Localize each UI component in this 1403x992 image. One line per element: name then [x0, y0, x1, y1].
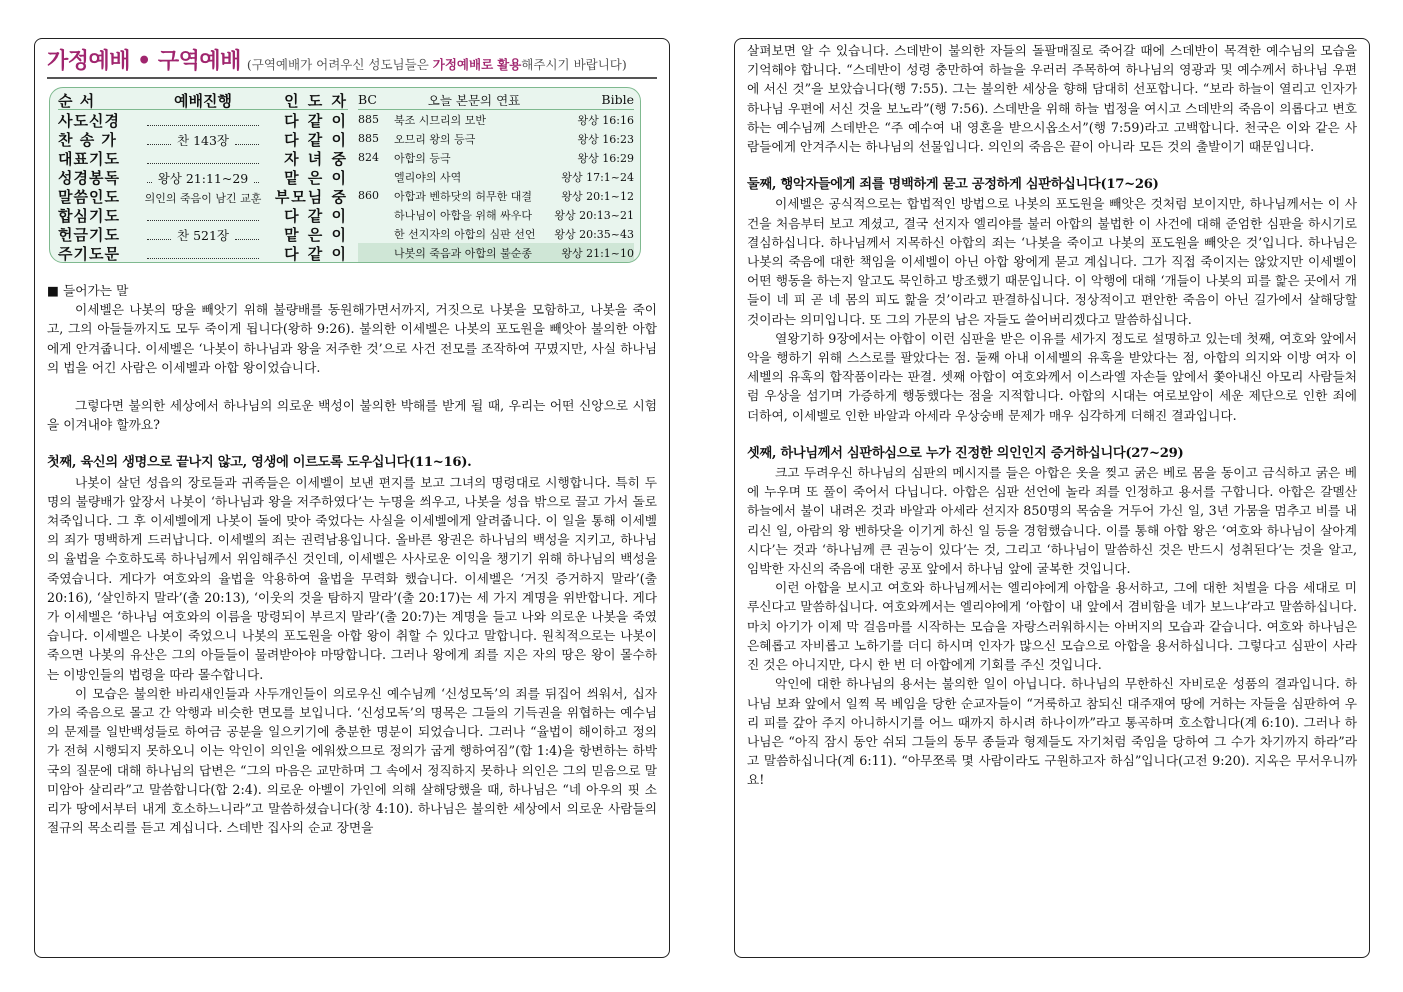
worship-schedule-box [49, 87, 641, 263]
order-row: 합심기도 다 같 이 [58, 207, 348, 225]
chronology-row: 860 아합과 벤하닷의 허무한 대결 왕상 20:1~12 [358, 189, 634, 203]
right-page [734, 38, 1370, 958]
order-row: 말씀인도 의인의 죽음이 남긴 교훈 부모님 중 [58, 188, 348, 206]
paragraph: 이 모습은 불의한 바리새인들과 사두개인들이 의로우신 예수님께 ‘신성모독’의 죄를 뒤집어 씌워서, 십자가의 죽음으로 몰고 간 악행과 비슷한 면모를 보입니다. ‘신성모독’의 명목은 그들의 기득권을 위협하는 예수님의 문제를 일반백성들로 하여금 공분을 일으키기에 충분한 명분이 되었습니다. 그러나 “율법이 해이하고 정의가 전혀 시행되지 못하오니 이는 악인이 의인을 에워쌌으므로 정의가 굽게 행하여짐”(합 1:4)을 항변하는 하박국의 질문에 대해 하나님의 답변은 “그의 마음은 교만하며 그 속에서 정직하지 못하나 의인은 그의 믿음으로 말미암아 살리라”고 말씀합니다(합 2:4). 의로운 아벨이 가인에 의해 살해당했을 때, 하나님은 “네 아우의 핏 소리가 땅에서부터 내게 호소하느니라”고 말씀하셨습니다(창 4:10). 하나님은 불의한 세상에서 의로운 사람들의 절규의 목소리를 듣고 계십니다. 스데반 집사의 순교 장면을 [47, 685, 657, 836]
intro-heading: ■ 들어가는 말 [47, 283, 129, 298]
paragraph: 이세벨은 나봇의 땅을 빼앗기 위해 불량배를 동원해가면서까지, 거짓으로 나봇을 모함하고, 나봇을 죽이고, 그의 아들들까지도 모두 죽이게 됩니다(왕하 9:26). 불의한 이세벨은 나봇의 포도원을 빼앗아 불의한 아합에게 안겨줍니다. 이세벨은 ‘나봇이 하나님과 왕을 저주한 것’으로 사건 전모를 조작하여 꾸몄지만, 사실 하나님의 법을 어긴 사람은 이세벨과 아합 왕이었습니다. [47, 302, 657, 375]
order-of-service [50, 88, 352, 262]
paragraph: 크고 두려우신 하나님의 심판의 메시지를 들은 아합은 옷을 찢고 굵은 베로 몸을 동이고 금식하고 굵은 베에 누우며 또 풀이 죽어서 다닙니다. 아합은 심판 선언에 놀라 죄를 인정하고 용서를 구합니다. 아합은 갈멜산 하늘에서 불이 내려온 것과 바알과 아세라 선지자 850명의 목숨을 거두어 가신 일, 3년 가뭄을 멈추고 비를 내리신 일, 아람의 왕 벤하닷을 이기게 하신 일 등을 경험했습니다. 이를 통해 아합 왕은 ‘여호와 하나님이 살아계시다’는 것과 ‘하나님께 큰 권능이 있다’는 것, 그리고 ‘하나님이 말씀하신 것은 반드시 성취된다’는 것을 알고, 임박한 자신의 죽음에 대한 공포 앞에서 하나님 앞에 굴복한 것입니다. [747, 465, 1357, 577]
chronology-row: 885 오므리 왕의 등극 왕상 16:23 [358, 132, 634, 146]
paragraph: 살펴보면 알 수 있습니다. 스데반이 불의한 자들의 돌팔매질로 죽어갈 때에 스데반이 목격한 예수님의 모습을 기억해야 합니다. “스데반이 성령 충만하여 하늘을 우러러 주목하여 하나님의 영광과 및 예수께서 하나님 우편에 서신 것”을 보았습니다(행 7:55). 그는 불의한 세상을 향해 담대히 선포합니다. “보라 하늘이 열리고 인자가 하나님 우편에 서신 것을 보노라”(행 7:56). 스데반을 위해 하늘 법정을 여시고 스데반의 죽음이 의롭다고 변호하는 예수님께 스데반은 “주 예수여 내 영혼을 받으시옵소서”(행 7:59)라고 고백합니다. 천국은 이와 같은 사람들에게 안겨주시는 하나님의 선물입니다. 의인의 죽음은 끝이 아니라 모든 것의 출발이기 때문입니다. [747, 43, 1357, 155]
left-page [34, 38, 670, 958]
order-row: 찬 송 가 찬 143장 다 같 이 [58, 131, 349, 149]
chronology-header-row: BC 오늘 본문의 연표 Bible [358, 90, 634, 110]
chronology-row: 885 북조 시므리의 모반 왕상 16:16 [358, 113, 634, 127]
section-heading-1: 첫째, 육신의 생명으로 끝나지 않고, 영생에 이르도록 도우십니다(11~16). [47, 455, 472, 471]
order-row: 대표기도 자 녀 중 [58, 150, 348, 168]
paragraph: 악인에 대한 하나님의 용서는 불의한 일이 아닙니다. 하나님의 무한하신 자비로운 성품의 결과입니다. 하나님 보좌 앞에서 일찍 목 베임을 당한 순교자들이 “거룩하고 참되신 대주재여 땅에 거하는 자들을 심판하여 우리 피를 갚아 주지 아니하시기를 어느 때까지 하시려 하나이까”라고 통곡하며 호소합니다(계 6:10). 그러나 하나님은 “아직 잠시 동안 쉬되 그들의 동무 종들과 형제들도 자기처럼 죽임을 당하여 그 수가 차기까지 하라”라고 말씀하십니다(계 6:11). “아무쪼록 몇 사람이라도 구원하고자 하심”입니다(고전 9:20). 지옥은 무서우니까요! [747, 676, 1357, 788]
worship-header [47, 47, 657, 79]
chronology-row: 엘리야의 사역 왕상 17:1~24 [394, 170, 634, 184]
header-note: (구역예배가 어려우신 성도님들은 가정예배로 활용해주시기 바랍니다) [246, 57, 627, 72]
paragraph: 이세벨은 공식적으로는 합법적인 방법으로 나봇의 포도원을 빼앗은 것처럼 보이지만, 하나님께서는 이 사건을 처음부터 보고 계셨고, 결국 선지자 엘리야를 불러 아합의 불법한 이 사건에 대해 준엄한 심판을 하시기로 결심하십니다. 하나님께서 지목하신 아합의 죄는 ‘나봇을 죽이고 나봇의 포도원을 빼앗은 것’입니다. 하나님은 나봇의 죽음에 대한 책임을 이세벨이 아닌 아합 왕에게 묻고 계십니다. 그가 직접 죽이지는 않았지만 이세벨이 어떤 행동을 하는지 알고도 묵인하고 방조했기 때문입니다. 이 악행에 대해 ‘개들이 나봇의 피를 핥은 곳에서 개들이 네 피 곧 네 몸의 피도 핥을 것’이라고 판결하십니다. 정상적이고 편안한 죽음이 아닌 길가에서 살해당할 것이라는 의미입니다. 또 그의 가문의 남은 자들도 쓸어버리겠다고 말씀하십니다. [747, 196, 1357, 327]
left-body-text [35, 281, 669, 837]
right-body-text [735, 41, 1369, 790]
section-heading-2: 둘째, 행악자들에게 죄를 명백하게 묻고 공정하게 심판하십니다(17~26) [747, 177, 1159, 193]
chronology-row: 한 선지자의 아합의 심판 선언 왕상 20:35~43 [394, 227, 634, 241]
order-row: 사도신경 다 같 이 [58, 112, 348, 130]
page-title: 가정예배 • 구역예배 [47, 48, 241, 74]
order-row: 성경봉독 왕상 21:11~29 맡 은 이 [58, 169, 348, 187]
paragraph: 그렇다면 불의한 세상에서 하나님의 의로운 백성이 불의한 박해를 받게 될 때, 우리는 어떤 신앙으로 시험을 이겨내야 할까요? [47, 398, 657, 433]
chronology-row-current: 나봇의 죽음과 아합의 불순종 왕상 21:1~10 [358, 243, 634, 262]
order-row: 주기도문 다 같 이 [58, 245, 348, 263]
paragraph: 이런 아합을 보시고 여호와 하나님께서는 엘리야에게 아합을 용서하고, 그에 대한 처벌을 다음 세대로 미루신다고 말씀하십니다. 여호와께서는 엘리야에게 ‘아합이 내 앞에서 겸비함을 네가 보느냐’라고 말씀하십니다. 마치 아기가 이제 막 걸음마를 시작하는 모습을 자랑스러워하시는 아버지의 모습과 같습니다. 여호와 하나님은 은혜롭고 자비롭고 노하기를 더디 하시며 인자가 많으신 모습으로 아합을 용서하십니다. 그렇다고 심판이 사라진 것은 아니지만, 다시 한 번 더 아합에게 기회를 주신 것입니다. [747, 580, 1357, 673]
chronology-row: 하나님이 아합을 위해 싸우다 왕상 20:13~21 [394, 208, 634, 222]
order-header-row: 순 서 예배진행 인 도 자 [58, 92, 348, 110]
chronology-table [352, 88, 640, 262]
chronology-row: 824 아합의 등극 왕상 16:29 [358, 151, 634, 165]
section-heading-3: 셋째, 하나님께서 심판하심으로 누가 진정한 의인인지 증거하십니다(27~29) [747, 445, 1184, 461]
paragraph: 열왕기하 9장에서는 아합이 이런 심판을 받은 이유를 세가지 정도로 설명하고 있는데 첫째, 여호와 앞에서 악을 행하기 위해 스스로를 팔았다는 점. 둘째 아내 이세벨의 유혹을 받았다는 점, 아합의 의지와 이방 여자 이세벨의 유혹의 합작품이라는 판결. 셋째 아합이 여호와께서 이스라엘 자손들 앞에서 쫓아내신 아모리 사람들처럼 우상을 섬기며 가증하게 행동했다는 점을 지적합니다. 아합의 시대는 여로보암이 세운 제단으로 인한 죄에 더하여, 이세벨로 인한 바알과 아세라 우상숭배 문제가 매우 심각하게 더해진 결과입니다. [747, 330, 1357, 423]
paragraph: 나봇이 살던 성읍의 장로들과 귀족들은 이세벨이 보낸 편지를 보고 그녀의 명령대로 시행합니다. 특히 두 명의 불량배가 앞장서 나봇이 ‘하나님과 왕을 저주하였다’는 누명을 씌우고, 나봇을 성읍 밖으로 끌고 가서 돌로 쳐죽입니다. 그 후 이세벨에게 나봇이 돌에 맞아 죽었다는 사실을 이세벨에게 알려줍니다. 이 일을 통해 이세벨의 죄가 명백하게 드러납니다. 이세벨의 죄는 권력남용입니다. 올바른 왕권은 하나님의 백성을 지키고, 하나님의 율법을 수호하도록 하나님께서 위임해주신 것인데, 이세벨은 사사로운 이익을 챙기기 위해 하나님의 백성을 죽였습니다. 게다가 여호와의 율법을 악용하여 율법을 무력화 했습니다. 이세벨은 ‘거짓 증거하지 말라’(출 20:16), ‘살인하지 말라’(출 20:13), ‘이웃의 것을 탐하지 말라’(출 20:17)는 세 가지 계명을 위반합니다. 게다가 이세벨은 ‘하나님 여호와의 이름을 망령되이 부르지 말라’(출 20:7)는 계명을 들고 나와 의로운 나봇을 죽였습니다. 이세벨은 나봇이 죽었으니 나봇의 포도원을 아합 왕이 취할 수 있다고 말합니다. 원칙적으로는 나봇이 죽으면 나봇의 유산은 그의 아들들이 물려받아야 마땅합니다. 그러나 왕에게 죄를 지은 자의 땅은 왕이 몰수하는 이방인들의 법령을 따라 몰수합니다. [47, 474, 657, 682]
order-row: 헌금기도 찬 521장 맡 은 이 [58, 226, 349, 244]
